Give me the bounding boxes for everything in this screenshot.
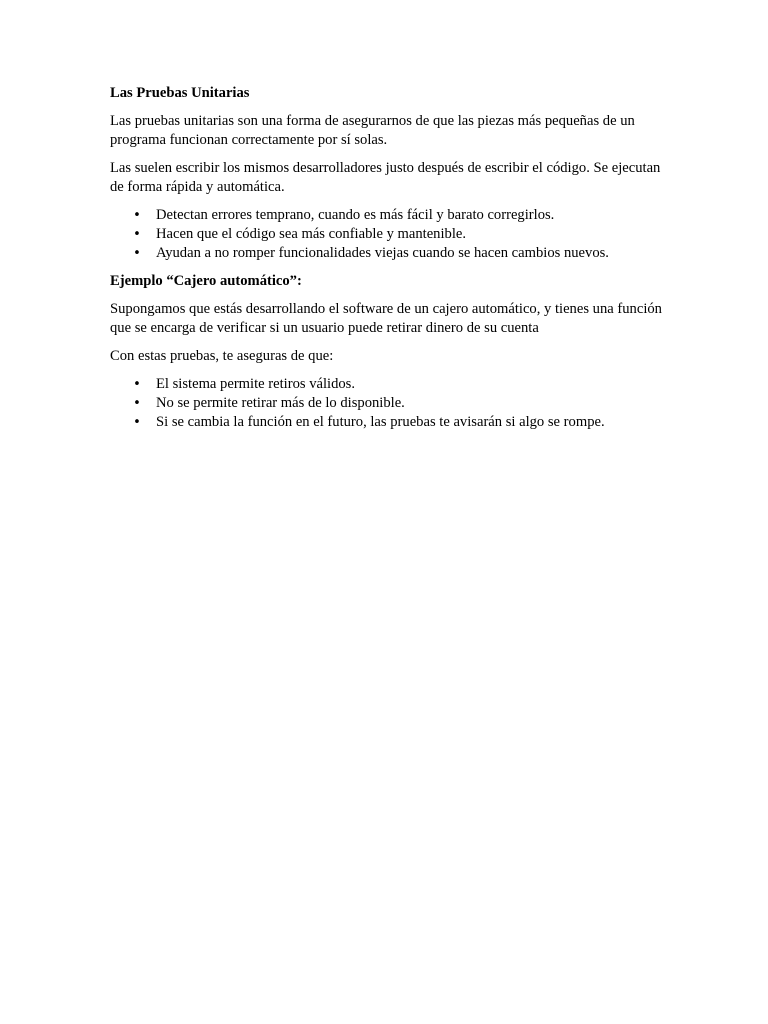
list-item-text: Ayudan a no romper funcionalidades viejas cuando se hacen cambios nuevos. xyxy=(156,245,609,261)
assurances-list xyxy=(110,375,662,432)
example-paragraph: Supongamos que estás desarrollando el software de un cajero automático, y tienes una función que se encarga de verificar si un usuario puede retirar dinero de su cuenta xyxy=(110,301,662,336)
list-item-text: Si se cambia la función en el futuro, las pruebas te avisarán si algo se rompe. xyxy=(156,414,605,430)
bullet-icon: • xyxy=(133,246,141,261)
document-page xyxy=(110,84,662,441)
benefits-list xyxy=(110,206,662,263)
bullet-icon: • xyxy=(133,377,141,392)
list-item-text: El sistema permite retiros válidos. xyxy=(156,376,355,392)
list-item xyxy=(110,244,662,263)
document-title: Las Pruebas Unitarias xyxy=(110,85,250,101)
list-item xyxy=(110,375,662,394)
list-item-text: No se permite retirar más de lo disponible. xyxy=(156,395,405,411)
example-heading: Ejemplo “Cajero automático”: xyxy=(110,273,302,289)
bullet-icon: • xyxy=(133,208,141,223)
bullet-icon: • xyxy=(133,396,141,411)
list-item xyxy=(110,225,662,244)
bullet-icon: • xyxy=(133,415,141,430)
list-item xyxy=(110,413,662,432)
assurance-intro: Con estas pruebas, te aseguras de que: xyxy=(110,348,334,364)
intro-paragraph-1: Las pruebas unitarias son una forma de asegurarnos de que las piezas más pequeñas de un programa funcionan correctamente por sí solas. xyxy=(110,113,635,148)
list-item-text: Hacen que el código sea más confiable y mantenible. xyxy=(156,226,466,242)
bullet-icon: • xyxy=(133,227,141,242)
list-item xyxy=(110,206,662,225)
list-item xyxy=(110,394,662,413)
list-item-text: Detectan errores temprano, cuando es más fácil y barato corregirlos. xyxy=(156,207,555,223)
intro-paragraph-2: Las suelen escribir los mismos desarrolladores justo después de escribir el código. Se ejecutan de forma rápida y automática. xyxy=(110,160,661,195)
